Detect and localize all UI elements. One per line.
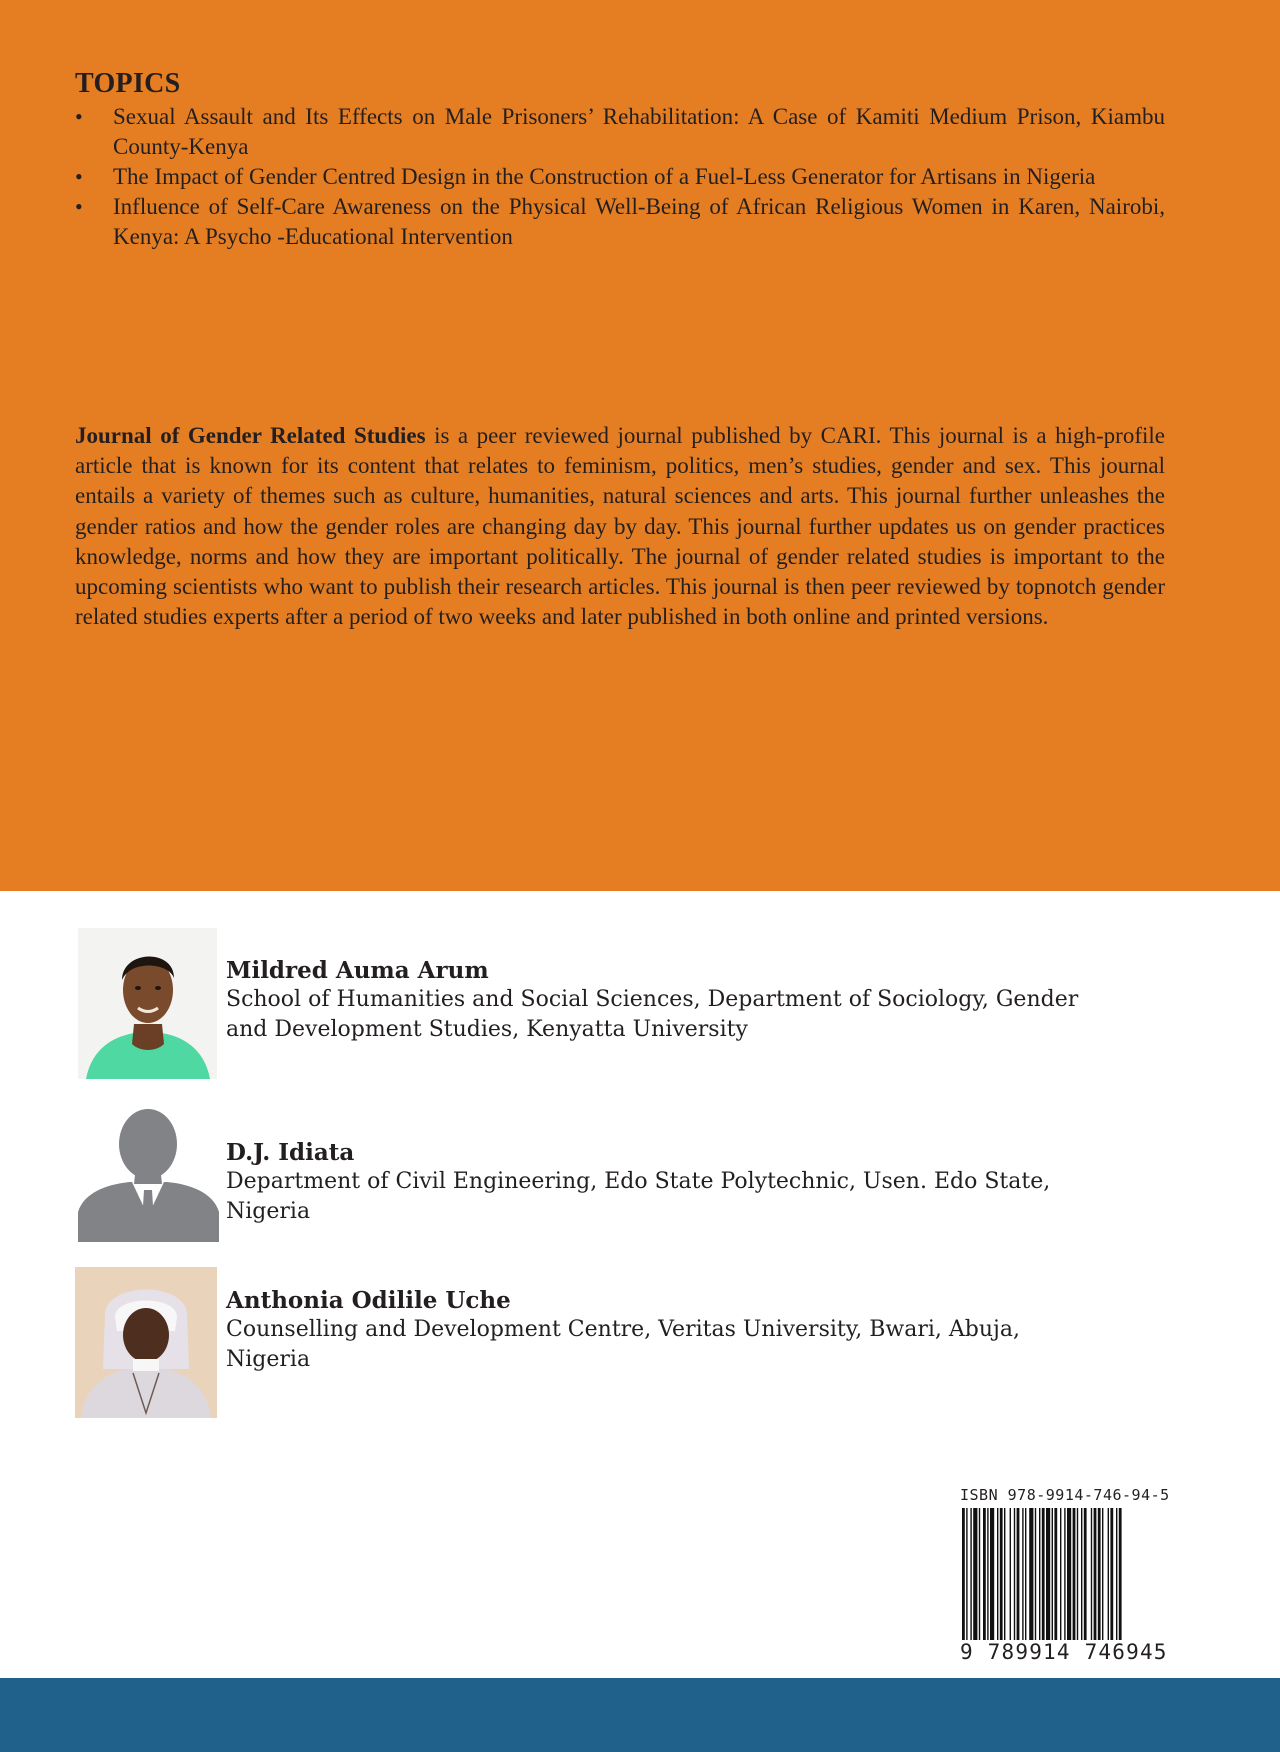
barcode-bar [983,1508,986,1642]
barcode-bar [1042,1508,1045,1660]
barcode-bar [1004,1508,1005,1642]
barcode-bar [1029,1508,1033,1642]
barcode-bar [1091,1508,1092,1642]
isbn-digits: 9 789914 746945 [960,1640,1168,1664]
woman-portrait-icon [78,928,217,1079]
barcode-bar [1064,1508,1065,1642]
bullet-icon: • [75,104,83,129]
barcode-bar [1000,1508,1003,1642]
author-name: Anthonia Odilile Uche [226,1287,511,1314]
barcode-bar [1108,1508,1109,1642]
barcode-bar [1046,1508,1050,1642]
barcode-bar [1098,1508,1101,1642]
topic-text: Sexual Assault and Its Effects on Male Prisoners’ Rehabilitation: A Case of Kamiti Medium Prison, Kiambu County-Kenya [113,104,1165,159]
topic-text: The Impact of Gender Centred Design in the Construction of a Fuel-Less Generator for Artisans in Nigeria [113,164,1096,189]
barcode-bar [973,1508,977,1642]
barcode-bar [1084,1508,1087,1642]
barcode-bar [1054,1508,1057,1642]
barcode-bar [987,1508,988,1642]
barcode-bar [990,1508,994,1642]
barcode-bar [979,1508,980,1642]
author-name: Mildred Auma Arum [226,957,489,984]
barcode-bar [966,1508,967,1660]
barcode-bar [1081,1508,1082,1642]
author-affiliation: Counselling and Development Centre, Veritas University, Bwari, Abuja, Nigeria [226,1317,1020,1372]
description-text: is a peer reviewed journal published by CARI. This journal is a high-profile article that is known for its content that relates to feminism, politics, men’s studies, gender and sex. This journal entails a variety of themes such as culture, humanities, natural sciences and arts. This journal further unleashes the gender ratios and how the gender roles are changing day by day. This journal further updates us on gender practices knowledge, norms and how they are important politically. The journal of gender related studies is important to the upcoming scientists who want to publish their research articles. This journal is then peer reviewed by topnotch gender related studies experts after a period of two weeks and later published in both online and printed versions. [75,423,1165,630]
isbn-label: ISBN 978-9914-746-94-5 [960,1486,1170,1504]
barcode-bar [1067,1508,1071,1642]
barcode-bar [1077,1508,1078,1642]
barcode-bar [1119,1508,1122,1660]
topic-text: Influence of Self-Care Awareness on the Physical Well-Being of African Religious Women in Karen, Nairobi, Kenya: A Psycho -Educational Intervention [113,194,1165,249]
barcode-bar [1052,1508,1053,1642]
nun-portrait-icon [75,1267,217,1418]
barcode-bar [1102,1508,1103,1642]
barcode-bar [1014,1508,1015,1642]
author-affiliation: School of Humanities and Social Sciences, Department of Sociology, Gender and Development Studies, Kenyatta University [226,987,1079,1042]
author-photo [78,1104,219,1242]
author-name: D.J. Idiata [226,1139,355,1166]
footer-band [0,1678,1280,1752]
barcode-bar [1060,1508,1061,1642]
topic-item [75,162,1165,192]
bullet-icon: • [75,164,83,189]
topic-item [75,192,1165,252]
barcode-bar [1017,1508,1020,1642]
author-photo [78,928,217,1079]
barcode-bar [1035,1508,1036,1642]
barcode-bar [970,1508,971,1642]
person-silhouette-icon [78,1104,219,1242]
barcode-bar [1025,1508,1026,1642]
author-affiliation: Department of Civil Engineering, Edo State Polytechnic, Usen. Edo State, Nigeria [226,1169,1051,1224]
barcode-bar [997,1508,998,1642]
topics-heading: TOPICS [75,68,181,99]
bullet-icon: • [75,194,83,219]
barcode-bar [1110,1508,1113,1642]
journal-name: Journal of Gender Related Studies [75,423,426,448]
barcode-bar [1094,1508,1097,1642]
barcode-bar [1073,1508,1076,1642]
topics-list [75,102,1165,252]
barcode-icon [962,1508,1172,1660]
journal-description [75,421,1165,632]
author-photo [75,1267,217,1418]
barcode-bar [1022,1508,1023,1642]
barcode-bar [962,1508,965,1660]
barcode-bar [1039,1508,1040,1642]
barcode-bar [1116,1508,1117,1660]
barcode-bar [1010,1508,1011,1642]
topic-item [75,102,1165,162]
